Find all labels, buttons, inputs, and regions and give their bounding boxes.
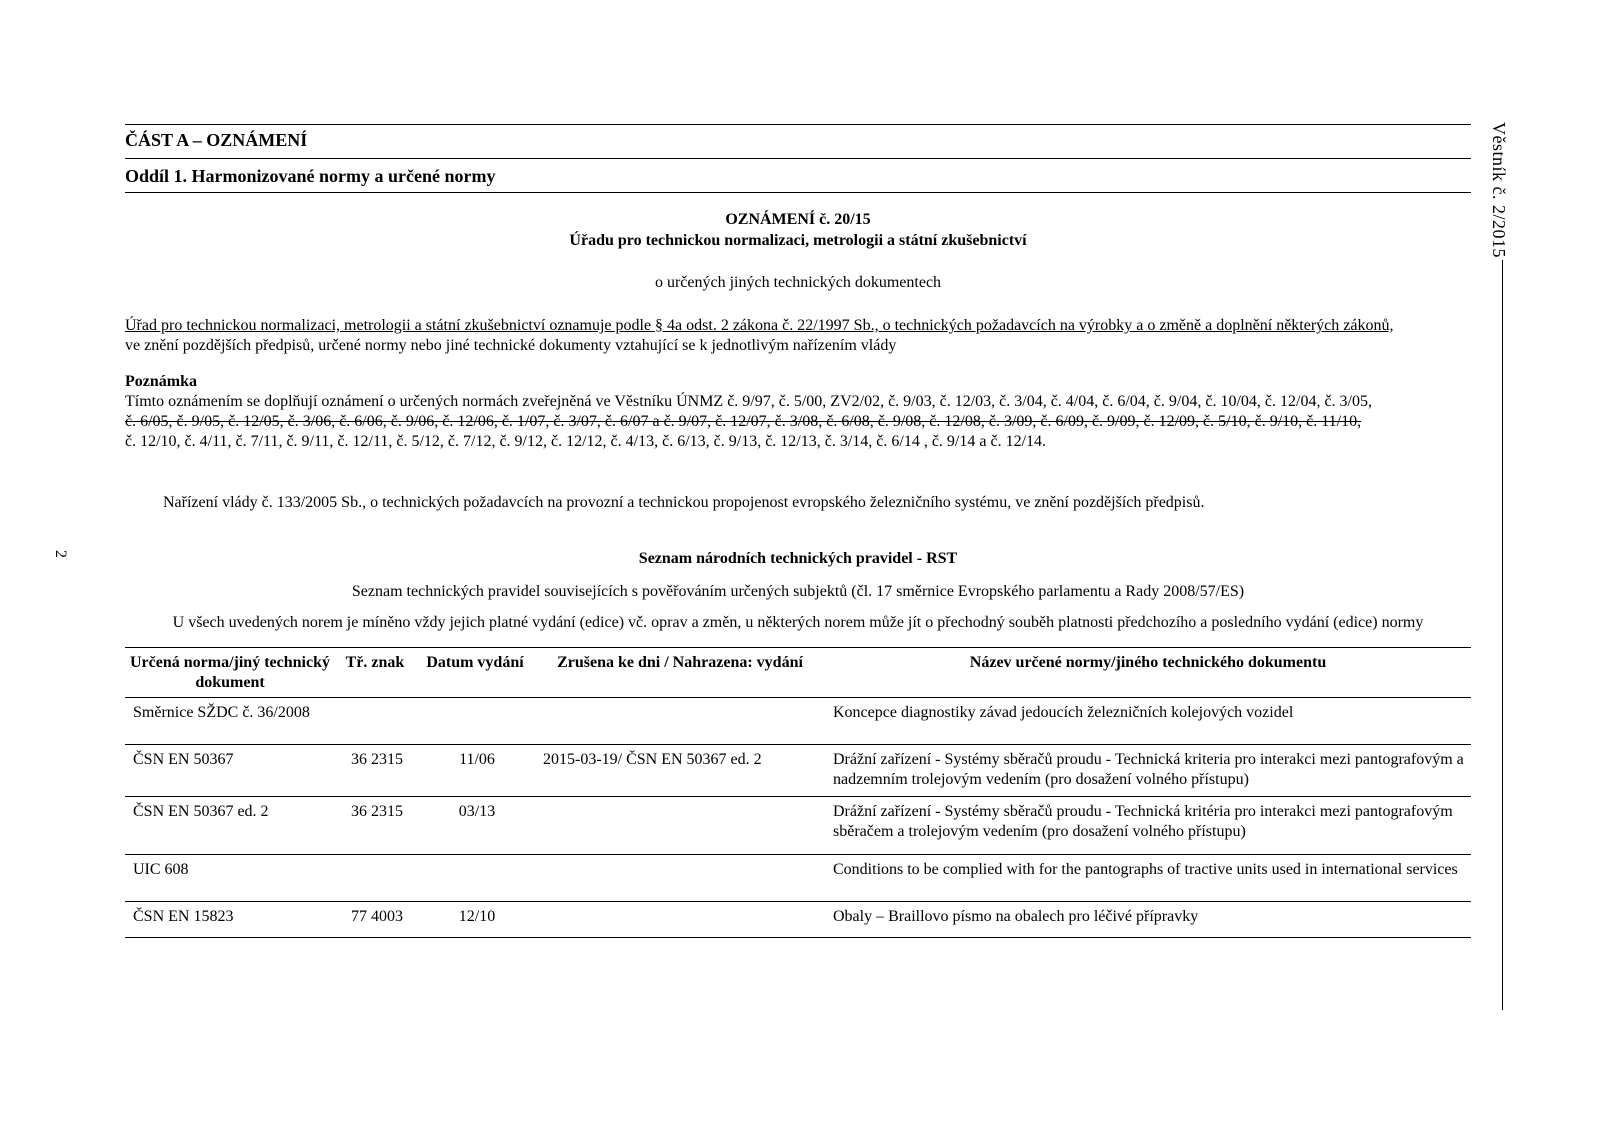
cell-title: Conditions to be complied with for the pantographs of tractive units used in international services <box>833 861 1458 878</box>
list-remark: U všech uvedených norem je míněno vždy jejich platné vydání (edice) vč. oprav a změn, u některých norem může jít o přechodný souběh platnosti předchozího a posledního vydání (edice) normy <box>172 614 1424 631</box>
note-line: č. 12/10, č. 4/11, č. 7/11, č. 9/11, č. 12/11, č. 5/12, č. 7/12, č. 9/12, č. 12/12, č. 4/13, č. 6/13, č. 9/13, č. 12/13, č. 3/14, č. 6/14 , č. 9/14 a č. 12/14. <box>125 433 1047 450</box>
cell-code: 77 4003 <box>351 908 403 925</box>
note-line-struck: č. 6/05, č. 9/05, č. 12/05, č. 3/06, č. 6/06, č. 9/06, č. 12/06, č. 1/07, č. 3/07, č. 6/07 a č. 9/07, č. 12/07, č. 3/08, č. 6/08, č. 9/08, č. 12/08, č. 3/09, č. 6/09, č. 9/09, č. 12/09, č. 5/10, č. 9/10, č. 11/10, <box>125 413 1362 430</box>
cell-date: 11/06 <box>459 751 495 768</box>
notice-title: OZNÁMENÍ č. 20/15 <box>725 211 871 228</box>
table-row <box>125 855 1471 902</box>
list-title: Seznam národních technických pravidel - RST <box>638 550 958 567</box>
cell-replaced: 2015-03-19/ ČSN EN 50367 ed. 2 <box>543 751 762 768</box>
header-norm: Určená norma/jiný technický dokument <box>130 654 330 691</box>
table-row <box>125 745 1471 797</box>
notice-issuer: Úřadu pro technickou normalizaci, metrologii a státní zkušebnictví <box>569 232 1027 249</box>
cell-title: Obaly – Braillovo písmo na obalech pro léčivé přípravky <box>833 908 1199 925</box>
part-heading: ČÁST A – OZNÁMENÍ <box>125 130 308 150</box>
page-number: 2 <box>52 550 69 558</box>
norms-table <box>125 647 1471 938</box>
table-row <box>125 797 1471 855</box>
cell-replaced <box>535 797 825 855</box>
note-heading: Poznámka <box>125 373 197 390</box>
intro-underlined: Úřad pro technickou normalizaci, metrologii a státní zkušebnictví oznamuje podle § 4a odst. 2 zákona č. 22/1997 Sb., o technických požadavcích na výrobky a o změně a doplnění některých zákonů, <box>125 317 1394 334</box>
intro-rest: ve znění pozdějších předpisů, určené normy nebo jiné technické dokumenty vztahující se k jednotlivým nařízením vlády <box>125 337 897 354</box>
cell-code <box>335 855 415 902</box>
table-header-row <box>125 648 1471 698</box>
table-row <box>125 902 1471 938</box>
cell-norm: Směrnice SŽDC č. 36/2008 <box>133 704 310 721</box>
header-replaced: Zrušena ke dni / Nahrazena: vydání <box>557 654 803 671</box>
side-rule <box>1502 260 1503 1010</box>
notice-subject: o určených jiných technických dokumentech <box>654 274 942 291</box>
cell-code: 36 2315 <box>351 803 403 820</box>
table-row <box>125 698 1471 745</box>
note-body <box>125 392 1471 452</box>
cell-norm: ČSN EN 50367 ed. 2 <box>133 803 269 820</box>
list-subtitle: Seznam technických pravidel souvisejících s pověřováním určených subjektů (čl. 17 směrnice Evropského parlamentu a Rady 2008/57/ES) <box>351 583 1245 600</box>
cell-norm: ČSN EN 15823 <box>133 908 234 925</box>
document-page <box>125 0 1471 1131</box>
cell-title: Drážní zařízení - Systémy sběračů proudu - Technická kritéria pro interakci mezi pantografovým sběračem a trolejovým vedením (pro dosažení volného přístupu) <box>833 803 1453 840</box>
regulation-text: Nařízení vlády č. 133/2005 Sb., o technických požadavcích na provozní a technickou propojenost evropského železničního systému, ve znění pozdějších předpisů. <box>163 494 1205 511</box>
header-date: Datum vydání <box>426 654 524 671</box>
cell-title: Drážní zařízení - Systémy sběračů proudu - Technická kriteria pro interakci mezi pantografovým a nadzemním trolejovým vedením (pro dosažení volného přístupu) <box>833 751 1464 788</box>
top-rule <box>125 124 1471 125</box>
cell-date <box>415 855 535 902</box>
rule <box>125 158 1471 159</box>
note-line: Tímto oznámením se doplňují oznámení o určených normách zveřejněná ve Věstníku ÚNMZ č. 9/97, č. 5/00, ZV2/02, č. 9/03, č. 12/03, č. 3/04, č. 4/04, č. 6/04, č. 9/04, č. 10/04, č. 12/04, č. 3/05, <box>125 393 1372 410</box>
rule <box>125 192 1471 193</box>
cell-code: 36 2315 <box>351 751 403 768</box>
cell-norm: UIC 608 <box>133 861 189 878</box>
cell-replaced <box>535 855 825 902</box>
cell-code <box>335 698 415 745</box>
cell-date: 12/10 <box>458 908 496 925</box>
cell-replaced <box>535 698 825 745</box>
header-code: Tř. znak <box>345 654 405 671</box>
cell-date: 03/13 <box>458 803 496 820</box>
intro-paragraph <box>125 316 1471 356</box>
cell-replaced <box>535 902 825 938</box>
cell-date <box>415 698 535 745</box>
section-heading: Oddíl 1. Harmonizované normy a určené normy <box>125 166 496 186</box>
header-title: Název určené normy/jiného technického dokumentu <box>969 654 1327 671</box>
cell-title: Koncepce diagnostiky závad jedoucích železničních kolejových vozidel <box>833 704 1294 721</box>
cell-norm: ČSN EN 50367 <box>133 751 234 768</box>
journal-label: Věstník č. 2/2015 <box>1489 122 1509 258</box>
